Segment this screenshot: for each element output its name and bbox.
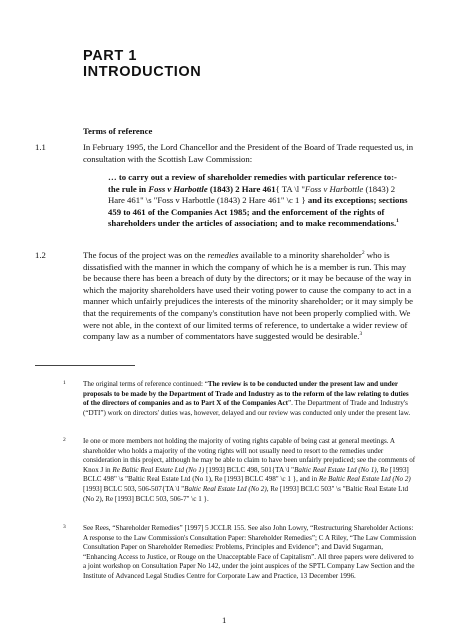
footnote-1-text-b: ”. The Department of Trade and Industry's (“DTI”) work on directors' duties was, however, delayed and our review was conducted only under the present law. (83, 399, 411, 417)
footnote-2-case-3: Re Baltic Real Estate Ltd (No 2) (318, 475, 411, 484)
footnote-2 (83, 437, 416, 504)
footnote-number-2: 2 (63, 437, 66, 443)
paragraph-1-1: In February 1995, the Lord Chancellor and the President of the Board of Trade requested us, in consultation with the Scottish Law Commission: (83, 142, 414, 164)
paragraph-1-2 (83, 250, 416, 343)
footnote-1 (83, 380, 416, 418)
quote-text-3: and its exceptions; sections 459 to 461 of the Companies Act 1985; and the enforcement of the rights of shareholders under the articles of association; and to make recommendations. (108, 195, 408, 229)
footnote-number-3: 3 (63, 524, 66, 530)
remedies-emphasis: remedies (207, 250, 239, 260)
quote-case-name: Foss v Harbottle (148, 183, 208, 194)
quote-field-code-2: (1843) 2 Hare 461" \s "Foss v Harbottle (1843) 2 Hare 461" \c 1 } (108, 183, 396, 206)
footnote-2-case-4: Baltic Real Estate Ltd (No 2) (184, 484, 267, 493)
footnote-2-text: Ie one or more members not holding the majority of voting rights capable of being cast at general meetings. A shareholder who holds a majority of the voting rights will not usually need to resort to the remedies under consideration in this project, although he may be able to claim to have been unfairly prejudiced; see the comments of Knox J in (83, 437, 416, 474)
footnote-2-text-3: , Re [1993] BCLC 498" \s "Baltic Real Estate Ltd (No 1), Re [1993] BCLC 498" \c 1 } (83, 465, 409, 484)
quote-text-2: (1843) 2 Hare 461 (207, 183, 276, 194)
footnote-1-bold: The review is to be conducted under the present law and under proposals to be made by the Department of Trade and Industry as to the reform of the law relating to duties of the directors of companies and as to Part X of the Companies Act (83, 380, 409, 408)
footnote-2-text-7: . (206, 494, 209, 503)
footnote-2-text-6: , Re [1993] BCLC 503" \s "Baltic Real Estate Ltd (No 2), Re [1993] BCLC 503, 506-7" \c 1 } (83, 484, 409, 503)
footnote-2-text-4: , and in (296, 475, 319, 484)
quote-field-code-1: { TA \l " (275, 183, 305, 194)
quote-text-1: … to carry out a review of shareholder remedies with particular reference to:- the rule in (108, 172, 397, 194)
footnote-2-text-5: [1993] BCLC 503, 506-507 (83, 484, 162, 493)
footnote-ref-1[interactable]: 1 (396, 218, 399, 225)
para-1-2-text-a: The focus of the project was on the (83, 250, 208, 260)
quote-field-code-case: Foss v Harbottle (304, 183, 364, 194)
footnote-2-field-1: {TA \l " (271, 465, 295, 474)
terms-of-reference-quote (108, 172, 408, 230)
footnote-separator (35, 365, 135, 366)
footnote-ref-3[interactable]: 3 (359, 331, 363, 338)
para-1-2-text-b: available to a minority shareholder (238, 250, 362, 260)
footnote-ref-2[interactable]: 2 (361, 250, 365, 257)
para-1-2-text-c: who is dissatisfied with the manner in which the company of which he is a member is run. This may be because there has been a breach of duty by the directors; or it may be because of the way in which the majority shareholders have used their voting power to cause the company to act in a manner which unfairly prejudices the interests of the minority shareholder; or it may simply be that the requirements of the company's constitution have not been properly complied with. We were not able, in the context of our limited terms of reference, to undertake a wider review of company law as a number of commentators have suggested would be desirable. (83, 250, 414, 342)
terms-of-reference-heading: Terms of reference (83, 126, 153, 136)
paragraph-number-1-1: 1.1 (35, 142, 46, 152)
footnote-2-case-1: Re Baltic Real Estate Ltd (No 1) (112, 465, 205, 474)
footnote-number-1: 1 (63, 380, 66, 386)
section-title: INTRODUCTION (83, 64, 202, 80)
footnote-2-field-2: {TA \l " (161, 484, 185, 493)
footnote-3: See Rees, “Shareholder Remedies” [1997] 5 JCCLR 155. See also John Lowry, “Restructuring Shareholder Actions: A response to the Law Commission's Consultation Paper: Shareholder Remedies”; C A Riley, “The Law Commission Consultation Paper on Shareholder Remedies: Problems, Principles and Evidence”; and David Sugarman, “Enhancing Access to Justice, or Rouge on the Unacceptable Face of Capitalism”. All three papers were delivered to a joint workshop on Consultation Paper No 142, under the joint auspices of the SPTL Company Law Section and the Institute of Advanced Legal Studies Centre for Corporate Law and Practice, 13 December 1996. (83, 524, 417, 580)
paragraph-number-1-2: 1.2 (35, 250, 46, 260)
footnote-2-text-2: [1993] BCLC 498, 501 (204, 465, 272, 474)
part-title: PART 1 (83, 48, 138, 64)
page-number: 1 (222, 615, 227, 625)
footnote-1-text-a: The original terms of reference continued: “ (83, 380, 208, 388)
footnote-2-case-2: Baltic Real Estate Ltd (No 1) (294, 465, 377, 474)
